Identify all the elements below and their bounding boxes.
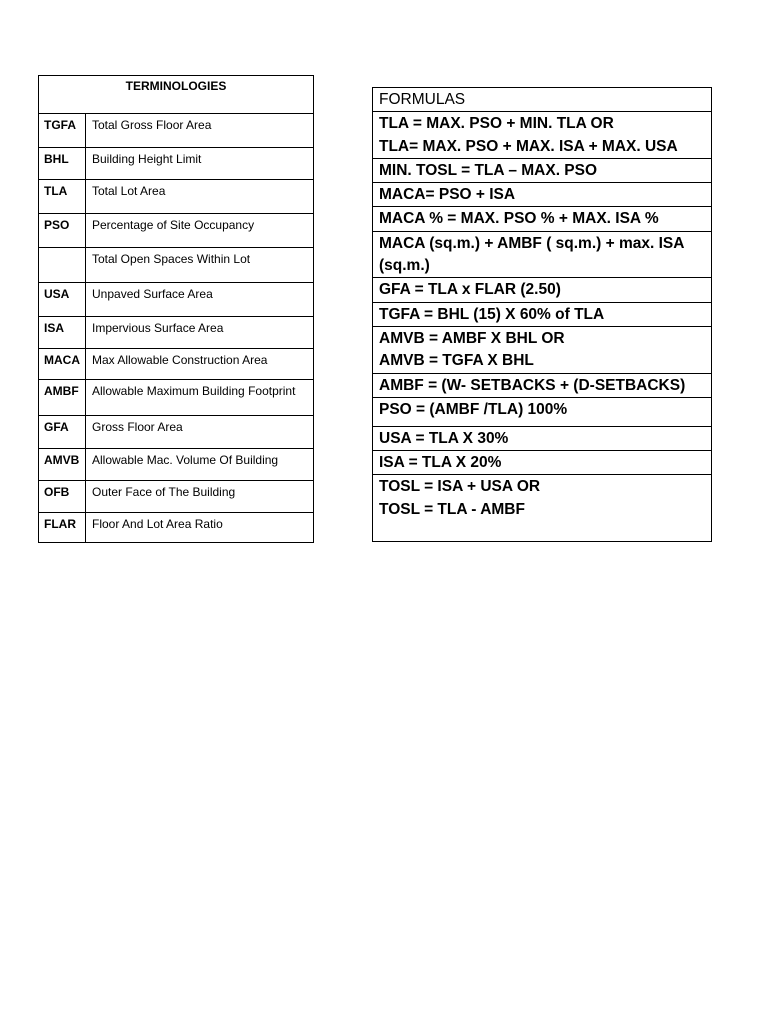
terminology-meaning: Total Gross Floor Area [86,114,314,148]
formula-cell [373,451,712,475]
terminology-row [39,317,314,349]
terminology-row [39,449,314,481]
formula-line: PSO = (AMBF /TLA) 100% [379,400,568,418]
formula-line: AMVB = TGFA X BHL [379,352,534,370]
formula-row [373,302,712,326]
terminology-row [39,180,314,214]
terminology-abbreviation: AMVB [39,449,86,481]
formula-row [373,475,712,542]
terminology-row [39,349,314,380]
terminology-abbreviation: TLA [39,180,86,214]
formula-row [373,158,712,182]
formula-line: AMBF = (W- SETBACKS + (D-SETBACKS) [379,376,686,394]
terminology-row [39,283,314,317]
terminology-meaning: Building Height Limit [86,148,314,180]
formula-row [373,326,712,373]
formula-cell [373,373,712,397]
terminology-abbreviation [39,248,86,283]
formula-row [373,278,712,302]
formula-cell [373,278,712,302]
formula-row [373,207,712,231]
terminologies-header-row [39,76,314,114]
formula-line: MACA= PSO + ISA [379,186,516,204]
formulas-body [373,88,712,542]
formula-line: MACA % = MAX. PSO % + MAX. ISA % [379,210,659,228]
formula-line: GFA = TLA x FLAR (2.50) [379,281,561,299]
terminology-abbreviation: MACA [39,349,86,380]
formula-line: TOSL = ISA + USA OR [379,478,541,496]
terminology-row [39,214,314,248]
formula-line: MACA (sq.m.) + AMBF ( sq.m.) + max. ISA [379,234,685,252]
terminology-meaning: Total Lot Area [86,180,314,214]
terminology-abbreviation: FLAR [39,513,86,543]
formula-line: USA = TLA X 30% [379,429,509,447]
formula-cell [373,231,712,278]
terminology-meaning: Percentage of Site Occupancy [86,214,314,248]
terminology-row [39,513,314,543]
terminology-meaning: Floor And Lot Area Ratio [86,513,314,543]
terminology-abbreviation: GFA [39,416,86,449]
terminology-meaning: Total Open Spaces Within Lot [86,248,314,283]
formula-row [373,426,712,450]
terminology-meaning: Max Allowable Construction Area [86,349,314,380]
formula-cell [373,158,712,182]
formula-cell [373,397,712,426]
terminology-abbreviation: USA [39,283,86,317]
terminology-row [39,416,314,449]
terminology-meaning: Outer Face of The Building [86,481,314,513]
terminology-abbreviation: AMBF [39,380,86,416]
formula-row [373,451,712,475]
formulas-header-row [373,88,712,112]
formula-cell [373,426,712,450]
formula-cell [373,326,712,373]
formula-row [373,397,712,426]
formula-line: (sq.m.) [379,257,430,275]
formula-row [373,373,712,397]
formula-line: TLA = MAX. PSO + MIN. TLA OR [379,115,614,133]
formula-cell [373,183,712,207]
terminology-meaning: Unpaved Surface Area [86,283,314,317]
terminology-abbreviation: ISA [39,317,86,349]
formula-line: TGFA = BHL (15) X 60% of TLA [379,305,605,323]
formula-row [373,112,712,159]
terminology-row [39,114,314,148]
terminology-meaning: Allowable Mac. Volume Of Building [86,449,314,481]
formula-line: MIN. TOSL = TLA – MAX. PSO [379,161,598,179]
formula-line: TOSL = TLA - AMBF [379,500,525,518]
formula-cell [373,112,712,159]
formulas-table [372,87,712,542]
terminologies-title: TERMINOLOGIES [39,76,314,114]
terminology-meaning: Allowable Maximum Building Footprint [86,380,314,416]
terminology-row [39,148,314,180]
formula-line: ISA = TLA X 20% [379,454,502,472]
formula-cell [373,207,712,231]
terminology-abbreviation: OFB [39,481,86,513]
terminology-row [39,380,314,416]
formula-cell [373,475,712,542]
formula-line: TLA= MAX. PSO + MAX. ISA + MAX. USA [379,137,678,155]
terminology-abbreviation: PSO [39,214,86,248]
formula-row [373,231,712,278]
terminology-abbreviation: TGFA [39,114,86,148]
formulas-title: FORMULAS [373,88,712,112]
terminologies-body [39,114,314,543]
formula-cell [373,302,712,326]
formula-row [373,183,712,207]
terminology-meaning: Impervious Surface Area [86,317,314,349]
terminology-abbreviation: BHL [39,148,86,180]
terminologies-table [38,75,314,543]
terminology-row [39,248,314,283]
formula-line: AMVB = AMBF X BHL OR [379,329,565,347]
terminology-row [39,481,314,513]
terminology-meaning: Gross Floor Area [86,416,314,449]
